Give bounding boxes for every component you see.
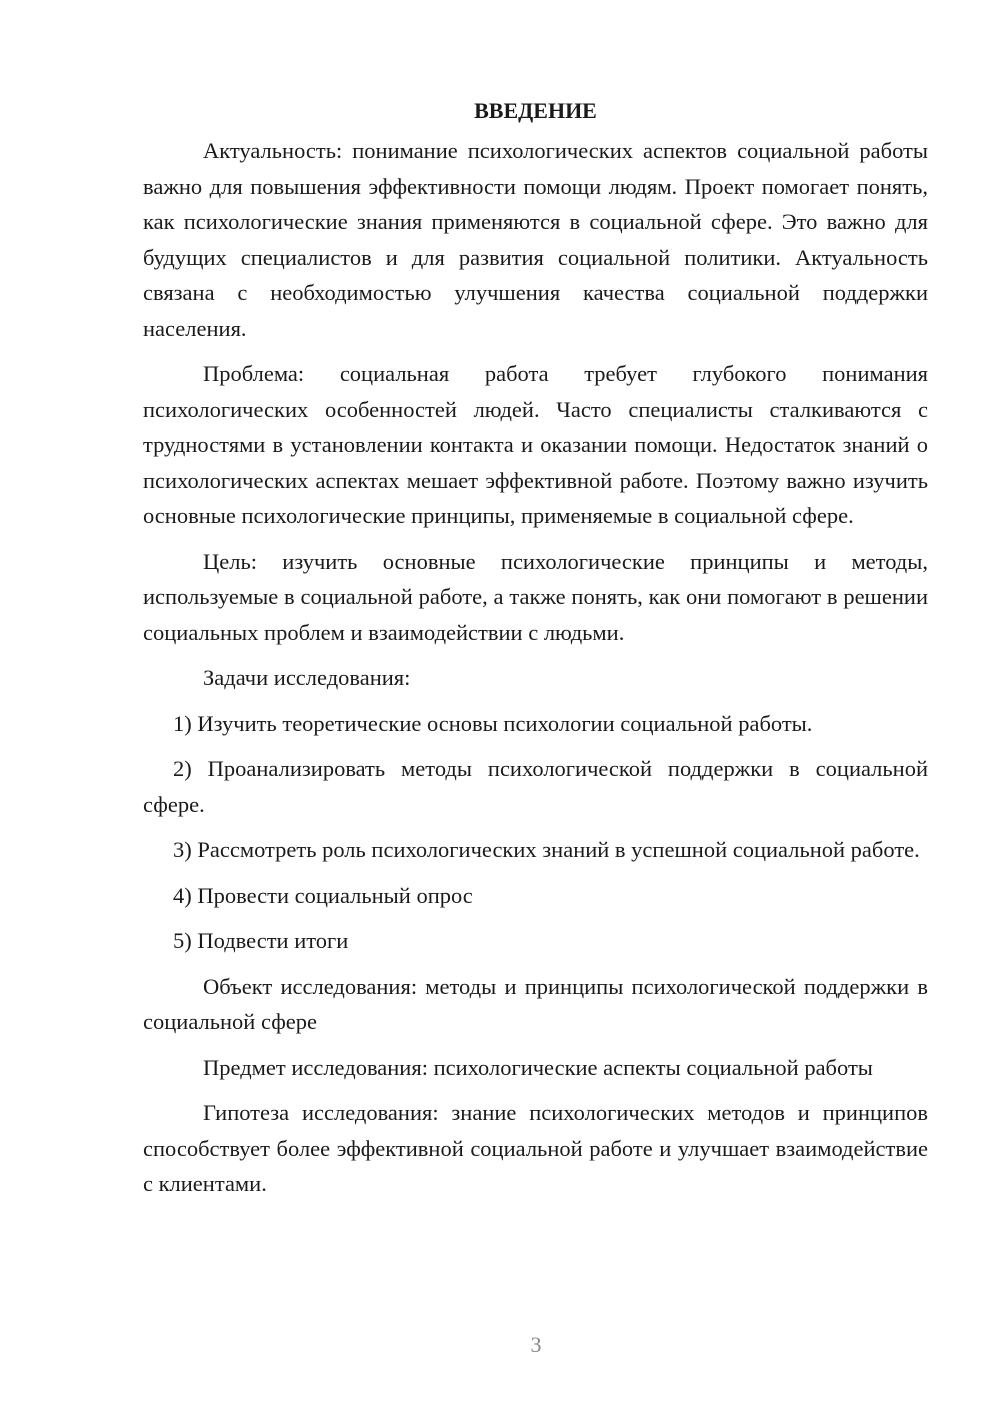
goal-paragraph: Цель: изучить основные психологические принципы и методы, используемые в социальной работе, а также понять, как они помогают в решении социальных проблем и взаимодействии с людьми.	[143, 548, 928, 645]
research-object-paragraph: Объект исследования: методы и принципы психологической поддержки в социальной сфере	[143, 973, 928, 1034]
task-item-1: 1) Изучить теоретические основы психологии социальной работы.	[173, 710, 813, 736]
task-item-2: 2) Проанализировать методы психологической поддержки в социальной сфере.	[143, 756, 928, 817]
hypothesis-paragraph: Гипотеза исследования: знание психологических методов и принципов способствует более эффективной социальной работе и улучшает взаимодействие с клиентами.	[143, 1100, 928, 1196]
problem-paragraph: Проблема: социальная работа требует глубокого понимания психологических особенностей людей. Часто специалисты сталкиваются с трудностями в установлении контакта и оказании помощи. Недостаток знаний о психологических аспектах мешает эффективной работе. Поэтому важно изучить основные психологические принципы, применяемые в социальной сфере.	[143, 361, 928, 528]
task-item-3: 3) Рассмотреть роль психологических знаний в успешной социальной работе.	[173, 837, 920, 862]
task-item-4: 4) Провести социальный опрос	[173, 882, 473, 908]
task-item-5: 5) Подвести итоги	[173, 928, 349, 953]
page-number: 3	[530, 1332, 542, 1357]
page-title: ВВЕДЕНИЕ	[474, 98, 597, 123]
research-subject-paragraph: Предмет исследования: психологические аспекты социальной работы	[203, 1054, 873, 1080]
relevance-paragraph: Актуальность: понимание психологических аспектов социальной работы важно для повышения эффективности помощи людям. Проект помогает понять, как психологические знания применяются в социальной сфере. Это важно для будущих специалистов и для развития социальной политики. Актуальность связана с необходимостью улучшения качества социальной поддержки населения.	[143, 138, 928, 341]
document-body	[143, 93, 928, 1212]
tasks-heading: Задачи исследования:	[203, 665, 411, 690]
